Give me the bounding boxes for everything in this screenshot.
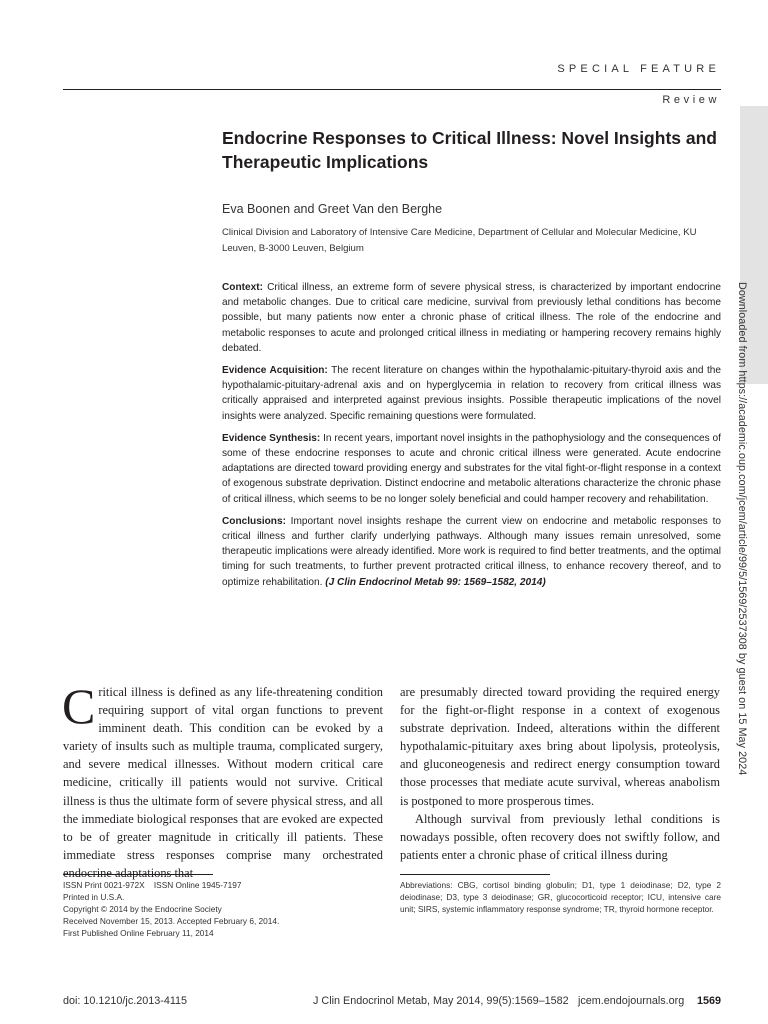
download-watermark [732,282,756,822]
abstract-citation: (J Clin Endocrinol Metab 99: 1569–1582, 2014) [325,576,546,588]
authors: Eva Boonen and Greet Van den Berghe [222,202,443,216]
page-number: 1569 [697,995,722,1007]
body-paragraph-1: are presumably directed toward providing the required energy for the fight-or-flight response in a context of exogenous substrate deprivation. Indeed, alterations within the different hypothalamic-pituitary axes bring about lipolysis, proteolysis, and gluconeogenesis and redirect energy consumption toward those processes that mediate acute survival, whereas anabolism is postponed to more prosperous times. [400,685,720,808]
abstract-context-text: Critical illness, an extreme form of severe physical stress, is characterized by important endocrine and metabolic changes. Due to critical care medicine, survival from previously lethal conditions has become possible, but many patients now enter a chronic phase of critical illness. The role of the endocrine and metabolic responses to acute and prolonged critical illness in mediating or hampering recovery remains highly debated. [222,282,721,354]
first-published-line: First Published Online February 11, 2014 [63,927,214,938]
abstract-conclusions [222,514,721,590]
abstract-evidence-synthesis-label: Evidence Synthesis: [222,432,321,444]
journal-url-link[interactable]: jcem.endojournals.org [578,995,685,1007]
abstract-evidence-acquisition [222,363,721,424]
abstract [222,280,721,597]
abstract-evidence-acquisition-label: Evidence Acquisition: [222,365,328,377]
article-title: Endocrine Responses to Critical Illness: Novel Insights and Therapeutic Implications [222,128,717,172]
footnote-rule-right [400,874,550,875]
publication-info [63,880,383,940]
footnote-rule-left [63,874,213,875]
body-column-right [400,683,720,864]
abstract-evidence-synthesis [222,431,721,507]
copyright-line: Copyright © 2014 by the Endocrine Society [63,903,222,914]
received-line: Received November 15, 2013. Accepted February 6, 2014. [63,915,280,926]
header-rule [63,89,721,90]
abbreviations-footnote: Abbreviations: CBG, cortisol binding globulin; D1, type 1 deiodinase; D2, type 2 deiodinase; D3, type 3 deiodinase; GR, glucocorticoid receptor; ICU, intensive care unit; SIRS, systemic inflammatory response syndrome; TR, thyroid hormone receptor. [400,880,721,914]
article-type-label: Review [662,94,720,106]
issn-line: ISSN Print 0021-972X ISSN Online 1945-7197 [63,880,242,890]
drop-cap: C [62,678,96,734]
doi-link[interactable]: doi: 10.1210/jc.2013-4115 [63,995,188,1007]
body-paragraph-2: Although survival from previously lethal conditions is nowadays possible, often recovery does not swiftly follow, and patients enter a chronic phase of critical illness during [400,811,720,862]
abstract-evidence-synthesis-text: In recent years, important novel insights in the pathophysiology and the consequences of some of these endocrine responses to acute and chronic critical illness were generated. Acute endocrine adaptations are directed toward providing energy and substrates for the vital fight-or-flight response in a context of exogenous substrate deprivation. Distinct endocrine and metabolic alterations characterize the chronic phase of critical illness, which seems to be no longer solely beneficial and could hamper recovery and rehabilitation. [222,432,721,505]
affiliation: Clinical Division and Laboratory of Intensive Care Medicine, Department of Cellular and Molecular Medicine, KU Leuven, B-3000 Leuven, Belgium [222,227,697,254]
download-watermark-text: Downloaded from https://academic.oup.com/jcem/article/99/5/1569/2537308 by guest on 15 May 2024 [736,282,748,776]
journal-citation: J Clin Endocrinol Metab, May 2014, 99(5):1569–1582 [313,995,569,1007]
printed-line: Printed in U.S.A. [63,891,125,902]
abstract-context-label: Context: [222,282,263,293]
abstract-conclusions-text: Important novel insights reshape the current view on endocrine and metabolic responses to critical illness and further clarify underlying pathways. Although many issues remain unresolved, some therapeutic implications were already identified. More work is required to find better treatments, and the optimal timing for such treatments, to further prevent protracted critical illness, to enhance recovery thereof, and to optimize rehabilitation. [222,515,721,588]
abstract-evidence-acquisition-text: The recent literature on changes within the hypothalamic-pituitary-thyroid axis and the hypothalamic-pituitary-adrenal axis and on hyperglycemia in relation to recovery from critical illness was critically appraised and interpreted against previous insights. Possible therapeutic implications of the novel insights were analyzed. Specific remaining questions were formulated. [222,365,721,422]
intro-paragraph [62,678,383,882]
section-label: SPECIAL FEATURE [557,63,720,75]
abstract-conclusions-label: Conclusions: [222,515,286,527]
intro-text: ritical illness is defined as any life-threatening condition requiring support of vital organ functions to prevent imminent death. This condition can be evoked by a variety of insults such as multiple trauma, complicated surgery, and severe medical illnesses. Without modern critical care medicine, critically ill patients would not survive. Critical illness is thus the ultimate form of severe physical stress, and all the immediate biological responses that are evoked are expected to be of greater magnitude in critically ill patients. These immediate stress responses comprise many orchestrated endocrine adaptations that [63,685,383,880]
body-column-left [62,678,383,882]
abstract-context [222,280,721,356]
